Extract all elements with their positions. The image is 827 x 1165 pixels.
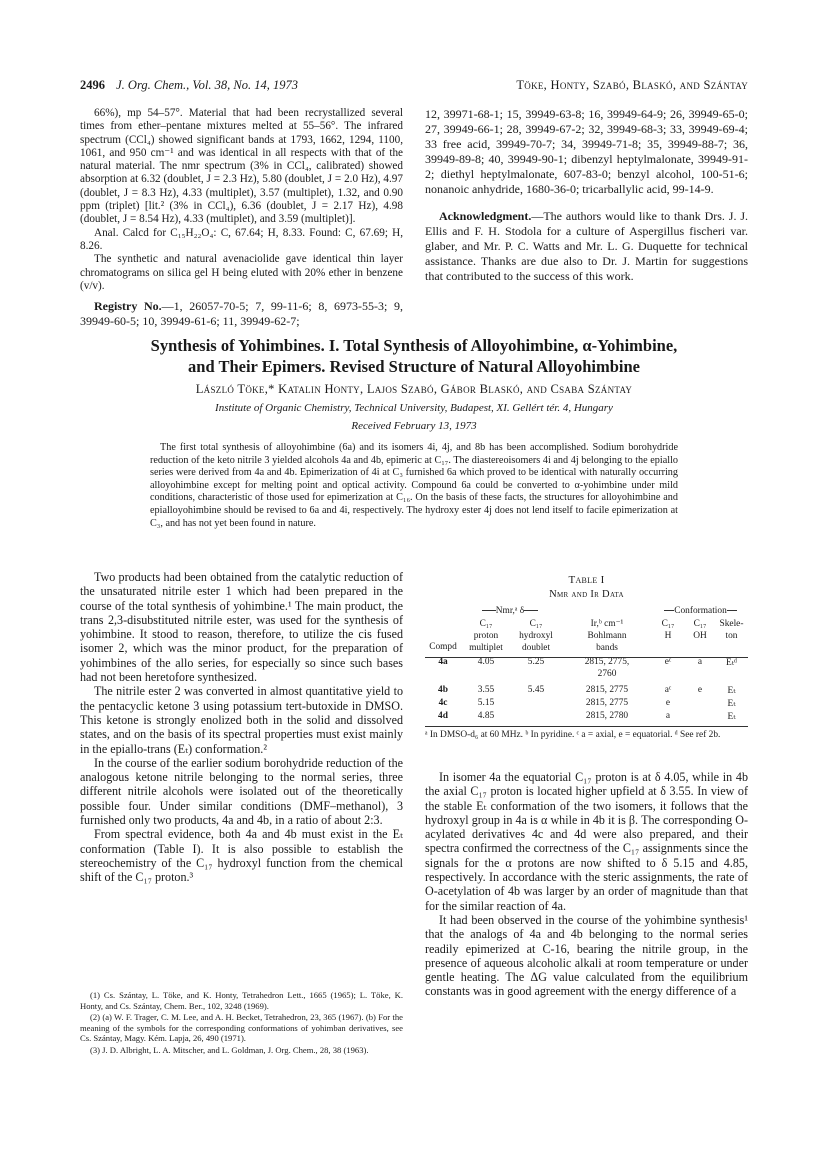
rule <box>524 610 538 611</box>
cell-proton: 3.55 <box>477 685 495 695</box>
experimental-text: 66%), mp 54–57°. Material that had been recrystallized several times from ether–pentane mixtures melted at 55–56°. The infrared spectrum (CCl₄) showed significant bands at 1793, 1662, 1294, 1100, 1061, and 950 cm⁻¹ and was identical in all respects with that of the natural material. The nmr spectrum (3% in CCl₄, calibrated) showed absorption at 6.32 (doublet, J = 2.3 Hz), 5.80 (doublet, J = 2.0 Hz), 4.97 (doublet, J = 8.3 Hz), 4.33 (multiplet), 3.57 (multiplet), 1.32, and 0.90 ppm (triplet) [lit.² (3% in CCl₄), 6.36 (doublet, J = 2.17 Hz), 4.98 (doublet, J = 8.54 Hz), 4.33 (multiplet), and 3.59 (multiplet)]. <box>80 107 403 226</box>
body-left-column <box>80 570 403 885</box>
col-header-compd: Compd <box>429 642 457 652</box>
body-right-paragraph-1: In isomer 4a the equatorial C₁₇ proton is at δ 4.05, while in 4b the axial C₁₇ proton is located higher upfield at δ 3.55. In view of the stable Eₜ conformation of the two isomers, it follows that the hydroxyl group in 4a is α while in 4b it is β. The corresponding O-acylated derivatives 4c and 4d were also prepared, and their spectra confirmed the correctness of the C₁₇ assignments since the signals for the α protons are now shifted to δ 5.15 and 4.85, respectively. In accordance with the steric assignments, the rate of O-acetylation of 4b was larger by an order of magnitude than that for the similar reaction of 4a. <box>425 770 748 913</box>
body-paragraph-2: The nitrile ester 2 was converted in almost quantitative yield to the pentacyclic ketone 3 using potassium tert-butoxide in DMSO. This ketone is strongly enolized both in the solid and dissolved states, and on the basis of its spectral properties must exist mainly in the epiallo-trans (Eₜ) conformation.² <box>80 684 403 756</box>
registry-numbers <box>80 299 403 329</box>
cell-proton: 4.85 <box>477 711 495 721</box>
header-authors: Töke, Honty, Szabó, Blaskó, and Szántay <box>516 78 748 92</box>
cell-oh: e <box>697 685 703 695</box>
cell-compd: 4d <box>438 711 448 721</box>
reference-2: (2) (a) W. F. Trager, C. M. Lee, and A. H. Becket, Tetrahedron, 23, 365 (1967). (b) For the meaning of the symbols for the corresponding conformations of yohimban derivatives, see Cs. Szántay, Magy. Kém. Lapja, 26, 490 (1971). <box>80 1012 403 1044</box>
header-line: Ir,ᵇ cm⁻¹ <box>590 619 624 629</box>
nmr-group-label: Nmr,ᵃ δ <box>495 606 525 616</box>
title-line-1: Synthesis of Yohimbines. I. Total Synthesis of Alloyohimbine, α-Yohimbine, <box>150 336 678 355</box>
cell-hydroxyl: 5.45 <box>527 685 545 695</box>
header-line: C₁₇ <box>479 619 493 629</box>
table-subtitle: Nmr and Ir Data <box>549 589 624 600</box>
header-line: C₁₇ <box>529 619 543 629</box>
col-header-ir <box>567 618 647 654</box>
table-footnote: ᵃ In DMSO-d₆ at 60 MHz. ᵇ In pyridine. ᶜ a = axial, e = equatorial. ᵈ See ref 2b. <box>425 730 721 740</box>
reference-1: (1) Cs. Szántay, L. Töke, and K. Honty, Tetrahedron Lett., 1665 (1965); L. Töke, K. Honty, and Cs. Szántay, Chem. Ber., 102, 3248 (1969). <box>80 990 403 1011</box>
acknowledgment <box>425 209 748 284</box>
conformation-group-label: Conformation <box>674 606 727 616</box>
table-number: Table I <box>568 574 605 586</box>
registry-label: Registry No. <box>94 299 162 314</box>
header-line: Skele- <box>719 619 744 629</box>
header-line: bands <box>596 643 618 653</box>
body-paragraph-1: Two products had been obtained from the catalytic reduction of the unsaturated nitrile ester 1 which had been prepared in the course of the total synthesis of yohimbine.¹ The main product, the trans 2,3-disubstituted nitrile ester, was used for the synthesis of yohimbine. It stood to reason, therefore, to utilize the cis fused isomer 2, which was the minor product, for the preparation of yohimbines of the allo series, for especially so since such bases had not been heretofore synthesized. <box>80 570 403 685</box>
body-right-column <box>425 770 748 999</box>
page-number: 2496 <box>80 78 105 92</box>
reference-3: (3) J. D. Albright, L. A. Mitscher, and L. Goldman, J. Org. Chem., 28, 38 (1963). <box>90 1044 369 1055</box>
institution: Institute of Organic Chemistry, Technical University, Budapest, XI. Gellért tér. 4, Hungary <box>215 402 613 414</box>
cell-skeleton: Eₜ <box>727 712 736 722</box>
header-line: doublet <box>521 643 551 653</box>
rule <box>482 610 496 611</box>
registry-continued: 12, 39971-68-1; 15, 39949-63-8; 16, 39949-64-9; 26, 39949-65-0; 27, 39949-66-1; 28, 39949-67-2; 32, 39949-68-3; 33, 39949-69-4; 33 free acid, 39949-70-7; 34, 39949-71-8; 35, 39949-88-7; 36, 39949-89-8; 40, 39949-90-1; dibenzyl heptylmalonate, 39949-91-2; diethyl heptylmalonate, 607-83-0; benzyl alcohol, 100-51-6; nonanoic anhydride, 1680-36-0; tricarballylic acid, 99-14-9. <box>425 107 748 196</box>
header-line: proton <box>473 631 499 641</box>
cell-oh: a <box>697 657 703 667</box>
rule <box>727 610 737 611</box>
cell-skeleton: Eₜ <box>727 686 736 696</box>
references <box>80 990 403 1057</box>
acknowledgment-label: Acknowledgment. <box>439 209 532 223</box>
cell-ir: 2815, 2775, <box>584 657 630 667</box>
registry-text: —1, 26057-70-5; 7, 99-11-6; 8, 6973-55-3; 9, 39949-60-5; 10, 39949-61-6; 11, 39949-62-7; <box>80 299 403 329</box>
cell-h: a <box>665 711 671 721</box>
analysis-text: Anal. Calcd for C₁₅H₂₂O₄: C, 67.64; H, 8.33. Found: C, 67.69; H, 8.26. <box>80 226 403 252</box>
header-line: ton <box>725 631 738 641</box>
abstract: The first total synthesis of alloyohimbine (6a) and its isomers 4i, 4j, and 8b has been accomplished. Sodium borohydride reduction of the keto nitrile 3 yielded alcohols 4a and 4b, epimeric at C₁₇. The diastereoisomers 4i and 4j belonging to the epiallo series were derived from 4a and 4b. Epimerization of 4i at C₃ furnished 6a which proved to be identical with naturally occurring alloyohimbine except for melting point and optical activity. Compound 6a could be converted to α-yohimbine under mild conditions, characteristic of those used for epimerization at C₁₆. On the basis of these facts, the structures for alloyohimbine and epialloyohimbine should be revised to 6a and 4i, respectively. The hydroxy ester 4j does not lend itself to facile epimerization at C₃, and has not yet been found in nature. <box>150 442 678 529</box>
table-bottom-rule <box>425 726 748 727</box>
cell-ir-cont: 2760 <box>597 669 617 679</box>
cell-proton: 4.05 <box>477 657 495 667</box>
cell-hydroxyl: 5.25 <box>527 657 545 667</box>
cell-compd: 4a <box>438 657 448 667</box>
cell-compd: 4c <box>438 698 448 708</box>
cell-proton: 5.15 <box>477 698 495 708</box>
cell-ir: 2815, 2780 <box>585 711 629 721</box>
header-line: multiplet <box>469 643 503 653</box>
col-header-c17-oh <box>685 618 715 642</box>
cell-skeleton: Eₜᵈ <box>726 658 737 668</box>
table-caption <box>425 574 748 600</box>
received-date: Received February 13, 1973 <box>351 420 477 432</box>
top-right-column <box>425 107 748 284</box>
col-header-c17-proton <box>461 618 511 654</box>
rule <box>664 610 674 611</box>
acknowledgment-text: —The authors would like to thank Drs. J. J. Ellis and F. H. Stodola for a culture of Aspergillus fischeri var. glaber, and Mr. P. C. Watts and Mr. L. G. Duquette for technical assistance. Thanks are due also to Dr. J. Martin for suggestions that contributed to the success of this work. <box>425 209 748 283</box>
header-line: C₁₇ <box>661 619 675 629</box>
table-rule <box>425 657 748 658</box>
article-title <box>80 335 748 377</box>
title-line-2: and Their Epimers. Revised Structure of Natural Alloyohimbine <box>188 357 640 376</box>
nmr-group-header <box>465 606 555 616</box>
header-line: OH <box>693 631 707 641</box>
conformation-group-header <box>653 606 748 616</box>
cell-h: eᶜ <box>664 657 672 667</box>
top-left-column <box>80 107 403 329</box>
col-header-skeleton <box>715 618 748 642</box>
header-left <box>80 78 298 93</box>
body-paragraph-3: In the course of the earlier sodium borohydride reduction of the analogous ketone nitrile belonging to the normal series, three different nitrile alcohols were isolated out of the theoretically possible four. Under similar conditions (DMF–methanol), 3 furnished only two products, 4a and 4b, in a ratio of about 2:3. <box>80 755 403 828</box>
article-authors: László Töke,* Katalin Honty, Lajos Szabó, Gábor Blaskó, and Csaba Szántay <box>195 382 633 396</box>
col-header-c17-h <box>653 618 683 642</box>
col-header-c17-hydroxyl <box>511 618 561 654</box>
tlc-text: The synthetic and natural avenaciolide gave identical thin layer chromatograms on silica gel H being eluted with 20% ether in benzene (v/v). <box>80 253 403 292</box>
body-right-paragraph-2: It had been observed in the course of the yohimbine synthesis¹ that the analogs of 4a and 4b belonging to the normal series readily epimerized at C-16, bearing the nitrile group, in the presence of aqueous alcoholic alkali at room temperature or under gentle heating. The ΔG value calculated from the equilibrium constants was in good agreement with the energy difference of a <box>425 912 748 999</box>
header-line: Bohlmann <box>587 631 627 641</box>
cell-skeleton: Eₜ <box>727 699 736 709</box>
cell-compd: 4b <box>438 685 448 695</box>
cell-h: e <box>665 698 671 708</box>
cell-ir: 2815, 2775 <box>585 698 629 708</box>
cell-h: aᶜ <box>664 685 672 695</box>
header-line: C₁₇ <box>693 619 707 629</box>
header-line: H <box>664 631 672 641</box>
header-line: hydroxyl <box>519 631 553 641</box>
cell-ir: 2815, 2775 <box>585 685 629 695</box>
journal-citation: J. Org. Chem., Vol. 38, No. 14, 1973 <box>116 78 298 92</box>
running-header <box>80 78 748 96</box>
body-paragraph-4: From spectral evidence, both 4a and 4b must exist in the Eₜ conformation (Table I). It is also possible to establish the stereochemistry of the C₁₇ hydroxyl function from the chemical shift of the C₁₇ proton.³ <box>80 827 403 885</box>
